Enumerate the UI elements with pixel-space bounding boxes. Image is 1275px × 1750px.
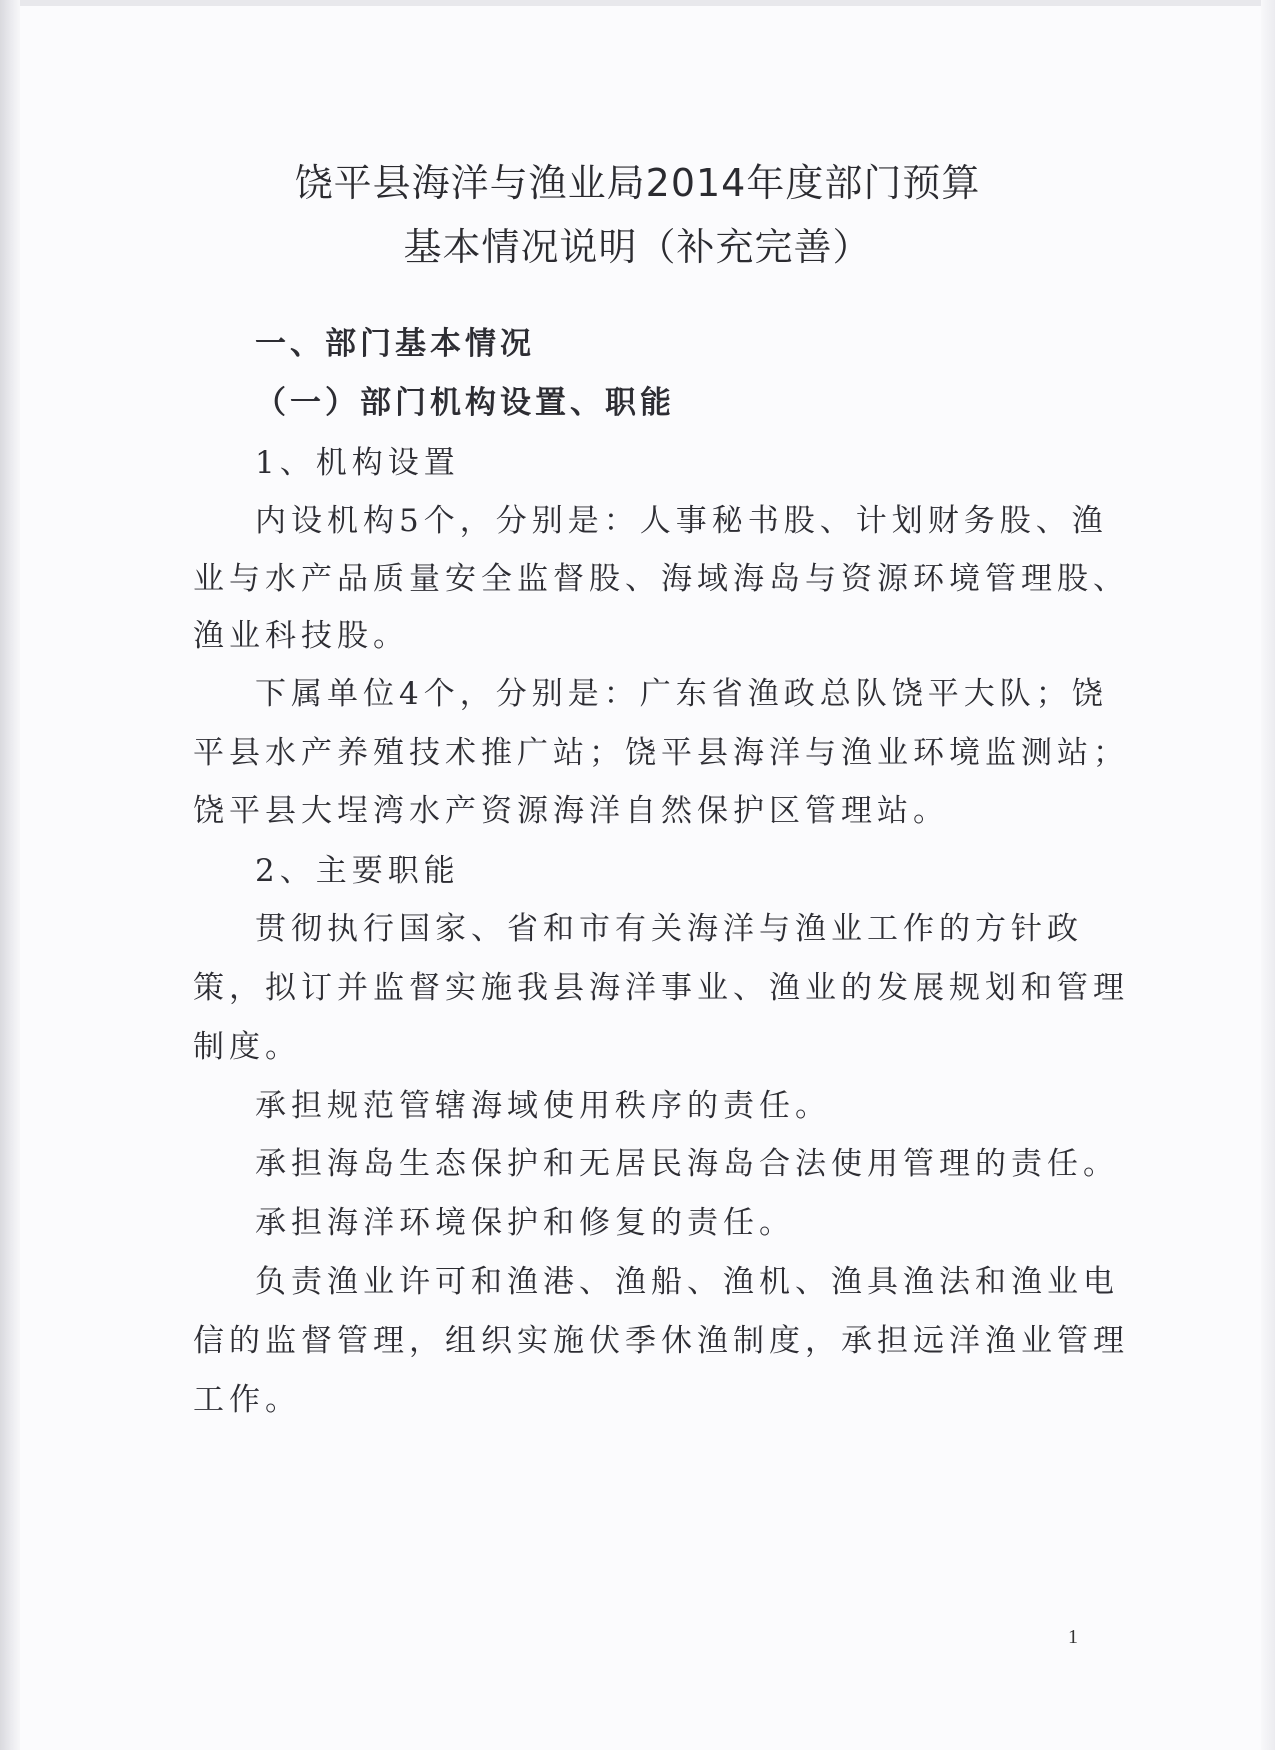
section-heading-1: 一、部门基本情况 (255, 326, 535, 362)
paragraph-line: 工作。 (193, 1382, 301, 1418)
item-heading-2: 2、主要职能 (255, 853, 460, 889)
paragraph-line: 贯彻执行国家、省和市有关海洋与渔业工作的方针政 (255, 911, 1083, 947)
item-heading-1: 1、机构设置 (255, 445, 460, 481)
document-title-line-1: 饶平县海洋与渔业局2014年度部门预算 (294, 161, 981, 205)
paragraph-line: 渔业科技股。 (193, 618, 409, 654)
paragraph-line: 内设机构5个，分别是：人事秘书股、计划财务股、渔 (255, 503, 1108, 539)
paragraph-line: 下属单位4个，分别是：广东省渔政总队饶平大队；饶 (255, 676, 1108, 712)
paragraph-line: 业与水产品质量安全监督股、海域海岛与资源环境管理股、 (193, 561, 1129, 597)
paragraph-line: 负责渔业许可和渔港、渔船、渔机、渔具渔法和渔业电 (255, 1264, 1119, 1300)
paragraph-line: 策，拟订并监督实施我县海洋事业、渔业的发展规划和管理 (193, 970, 1129, 1006)
paragraph-line: 信的监督管理，组织实施伏季休渔制度，承担远洋渔业管理 (193, 1323, 1129, 1359)
paragraph-line: 承担海洋环境保护和修复的责任。 (255, 1205, 795, 1241)
document-title-line-2: 基本情况说明（补充完善） (403, 225, 872, 269)
paragraph-line: 饶平县大埕湾水产资源海洋自然保护区管理站。 (193, 793, 949, 829)
paragraph-line: 承担规范管辖海域使用秩序的责任。 (255, 1088, 831, 1124)
page-number: 1 (1068, 1626, 1078, 1648)
paragraph-line: 承担海岛生态保护和无居民海岛合法使用管理的责任。 (255, 1146, 1119, 1182)
paragraph-line: 平县水产养殖技术推广站；饶平县海洋与渔业环境监测站； (193, 735, 1129, 771)
subsection-heading-1: （一）部门机构设置、职能 (255, 385, 675, 421)
paragraph-line: 制度。 (193, 1029, 301, 1065)
